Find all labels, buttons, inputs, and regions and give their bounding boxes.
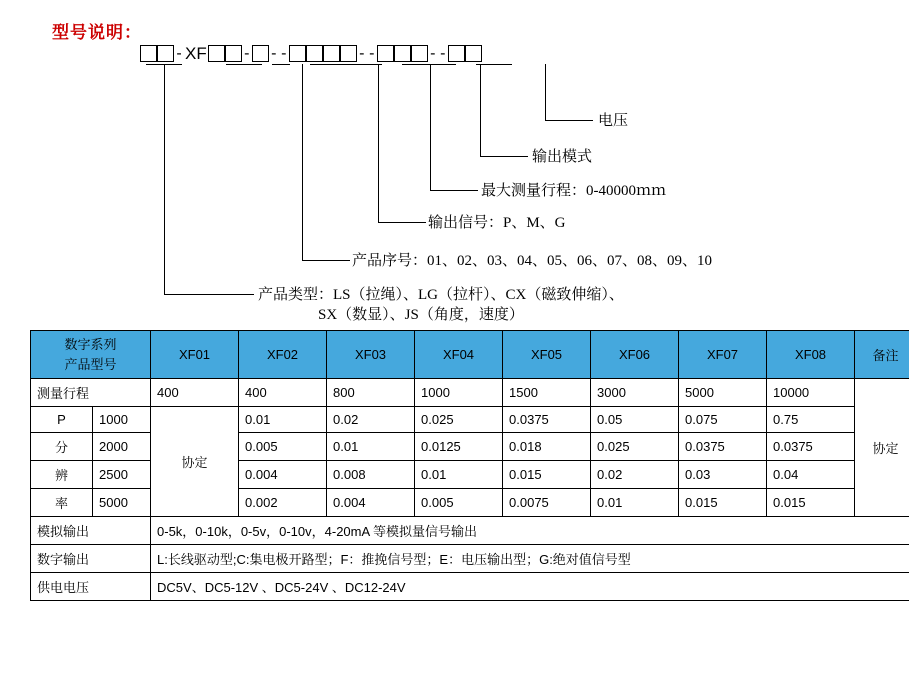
legend-output-signal: 输出信号：P、M、G bbox=[428, 215, 566, 231]
leader-line-output-signal-vertical bbox=[378, 64, 379, 222]
legend-product-type-line2: SX（数显）、JS（角度，速度） bbox=[318, 307, 524, 323]
resolution-1000-xf08: 0.75 bbox=[767, 407, 855, 433]
resolution-2000-xf05: 0.018 bbox=[503, 433, 591, 461]
leader-line-voltage-horizontal bbox=[545, 120, 593, 121]
resolution-5000-xf07: 0.015 bbox=[679, 489, 767, 517]
resolution-5000-xf03: 0.004 bbox=[327, 489, 415, 517]
legend-product-serial: 产品序号：01、02、03、04、05、06、07、08、09、10 bbox=[352, 253, 713, 269]
table-row-range bbox=[31, 379, 909, 407]
code-dash: - bbox=[430, 44, 436, 62]
resolution-2000-xf03: 0.01 bbox=[327, 433, 415, 461]
table-row-resolution-1000 bbox=[31, 407, 909, 433]
model-code-row bbox=[140, 42, 482, 64]
code-dash: - bbox=[359, 44, 365, 62]
leader-line-output-signal-horizontal bbox=[378, 222, 426, 223]
resolution-2000-xf04: 0.0125 bbox=[415, 433, 503, 461]
resolution-level-5000: 5000 bbox=[93, 489, 151, 517]
code-underline-mode bbox=[402, 64, 456, 65]
header-cell-xf02: XF02 bbox=[239, 331, 327, 379]
resolution-level-1000: 1000 bbox=[93, 407, 151, 433]
range-xf07: 5000 bbox=[679, 379, 767, 407]
resolution-5000-xf02: 0.002 bbox=[239, 489, 327, 517]
code-xf-label: XF bbox=[185, 43, 207, 63]
code-group-range bbox=[289, 45, 357, 62]
resolution-5000-xf06: 0.01 bbox=[591, 489, 679, 517]
resolution-1000-xf02: 0.01 bbox=[239, 407, 327, 433]
code-group-type bbox=[140, 45, 174, 62]
resolution-5000-xf04: 0.005 bbox=[415, 489, 503, 517]
header-cell-xf08: XF08 bbox=[767, 331, 855, 379]
resolution-2500-xf03: 0.008 bbox=[327, 461, 415, 489]
resolution-2000-xf06: 0.025 bbox=[591, 433, 679, 461]
header-cell-xf07: XF07 bbox=[679, 331, 767, 379]
legend-voltage: 电压 bbox=[598, 113, 629, 129]
row-label-range: 测量行程 bbox=[31, 379, 151, 407]
row-label-power-supply: 供电电压 bbox=[31, 573, 151, 601]
resolution-2500-xf05: 0.015 bbox=[503, 461, 591, 489]
code-dash: - bbox=[440, 44, 446, 62]
table-row-digital-output bbox=[31, 545, 909, 573]
header-cell-product-model bbox=[31, 331, 151, 379]
resolution-1000-xf05: 0.0375 bbox=[503, 407, 591, 433]
leader-line-max-range-vertical bbox=[430, 64, 431, 190]
row-value-digital-output: L:长线驱动型;C:集电极开路型；F：推挽信号型；E：电压输出型；G:绝对值信号型 bbox=[151, 545, 909, 573]
range-xf06: 3000 bbox=[591, 379, 679, 407]
resolution-2500-xf07: 0.03 bbox=[679, 461, 767, 489]
resolution-1000-xf06: 0.05 bbox=[591, 407, 679, 433]
row-value-power-supply: DC5V、DC5-12V 、DC5-24V 、DC12-24V bbox=[151, 573, 909, 601]
table-row-analog-output bbox=[31, 517, 909, 545]
code-group-serial bbox=[208, 45, 242, 62]
resolution-label-char-fen: 分 bbox=[31, 433, 93, 461]
code-group-output-mode bbox=[377, 45, 428, 62]
row-label-digital-output: 数字输出 bbox=[31, 545, 151, 573]
page-title: 型号说明： bbox=[52, 23, 142, 42]
range-xf04: 1000 bbox=[415, 379, 503, 407]
code-underline-serial bbox=[226, 64, 262, 65]
header-cell-remark: 备注 bbox=[855, 331, 909, 379]
legend-output-mode: 输出模式 bbox=[532, 149, 593, 165]
resolution-2000-xf02: 0.005 bbox=[239, 433, 327, 461]
resolution-label-char-lv: 率 bbox=[31, 489, 93, 517]
code-dash: - bbox=[271, 44, 277, 62]
code-group-signal bbox=[252, 45, 269, 62]
row-label-analog-output: 模拟输出 bbox=[31, 517, 151, 545]
row-value-analog-output: 0-5k，0-10k，0-5v，0-10v，4-20mA 等模拟量信号输出 bbox=[151, 517, 909, 545]
code-dash: - bbox=[176, 44, 182, 62]
resolution-2500-xf04: 0.01 bbox=[415, 461, 503, 489]
code-box bbox=[323, 45, 340, 62]
header-line1: 数字系列 bbox=[64, 337, 117, 352]
leader-line-product-type-horizontal bbox=[164, 294, 254, 295]
resolution-2000-xf07: 0.0375 bbox=[679, 433, 767, 461]
header-cell-xf03: XF03 bbox=[327, 331, 415, 379]
resolution-label-char-bian: 辨 bbox=[31, 461, 93, 489]
code-box bbox=[140, 45, 157, 62]
code-box bbox=[252, 45, 269, 62]
code-box bbox=[411, 45, 428, 62]
resolution-1000-xf04: 0.025 bbox=[415, 407, 503, 433]
resolution-5000-xf05: 0.0075 bbox=[503, 489, 591, 517]
code-box bbox=[377, 45, 394, 62]
legend-max-range: 最大测量行程：0-40000ｍｍ bbox=[481, 183, 666, 199]
header-cell-xf04: XF04 bbox=[415, 331, 503, 379]
code-box bbox=[465, 45, 482, 62]
code-underline-range bbox=[310, 64, 382, 65]
range-xf03: 800 bbox=[327, 379, 415, 407]
code-dash: - bbox=[369, 44, 375, 62]
code-box bbox=[306, 45, 323, 62]
resolution-2000-xf08: 0.0375 bbox=[767, 433, 855, 461]
leader-line-output-mode-horizontal bbox=[480, 156, 528, 157]
legend-product-type-line1: 产品类型：LS（拉绳）、LG（拉杆）、CX（磁致伸缩）、 bbox=[258, 287, 624, 303]
leader-line-product-serial-horizontal bbox=[302, 260, 350, 261]
code-box bbox=[289, 45, 306, 62]
code-box bbox=[340, 45, 357, 62]
leader-line-max-range-horizontal bbox=[430, 190, 478, 191]
range-xf08: 10000 bbox=[767, 379, 855, 407]
resolution-1000-xf07: 0.075 bbox=[679, 407, 767, 433]
code-dash: - bbox=[244, 44, 250, 62]
leader-line-voltage-vertical bbox=[545, 64, 546, 120]
resolution-level-2000: 2000 bbox=[93, 433, 151, 461]
resolution-5000-xf08: 0.015 bbox=[767, 489, 855, 517]
resolution-1000-xf03: 0.02 bbox=[327, 407, 415, 433]
resolution-2500-xf02: 0.004 bbox=[239, 461, 327, 489]
header-cell-xf05: XF05 bbox=[503, 331, 591, 379]
table-header-row bbox=[31, 331, 909, 379]
header-cell-xf06: XF06 bbox=[591, 331, 679, 379]
range-xf02: 400 bbox=[239, 379, 327, 407]
code-box bbox=[225, 45, 242, 62]
header-line2: 产品型号 bbox=[64, 356, 117, 372]
code-dash: - bbox=[281, 44, 287, 62]
code-group-voltage bbox=[448, 45, 482, 62]
spec-table bbox=[30, 330, 909, 601]
code-box bbox=[448, 45, 465, 62]
table-row-power-supply bbox=[31, 573, 909, 601]
resolution-xf01-merged: 协定 bbox=[151, 407, 239, 517]
range-xf01: 400 bbox=[151, 379, 239, 407]
code-box bbox=[208, 45, 225, 62]
code-box bbox=[157, 45, 174, 62]
resolution-2500-xf08: 0.04 bbox=[767, 461, 855, 489]
range-xf05: 1500 bbox=[503, 379, 591, 407]
resolution-label-char-p: P bbox=[31, 407, 93, 433]
spec-table-wrapper bbox=[30, 330, 899, 601]
leader-line-output-mode-vertical bbox=[480, 64, 481, 156]
leader-line-product-serial-vertical bbox=[302, 64, 303, 260]
resolution-2500-xf06: 0.02 bbox=[591, 461, 679, 489]
leader-line-product-type-vertical bbox=[164, 64, 165, 294]
header-cell-xf01: XF01 bbox=[151, 331, 239, 379]
code-underline-signal bbox=[272, 64, 290, 65]
code-underline-voltage bbox=[476, 64, 512, 65]
remark-cell-agreement: 协定 bbox=[855, 379, 909, 517]
code-box bbox=[394, 45, 411, 62]
resolution-level-2500: 2500 bbox=[93, 461, 151, 489]
